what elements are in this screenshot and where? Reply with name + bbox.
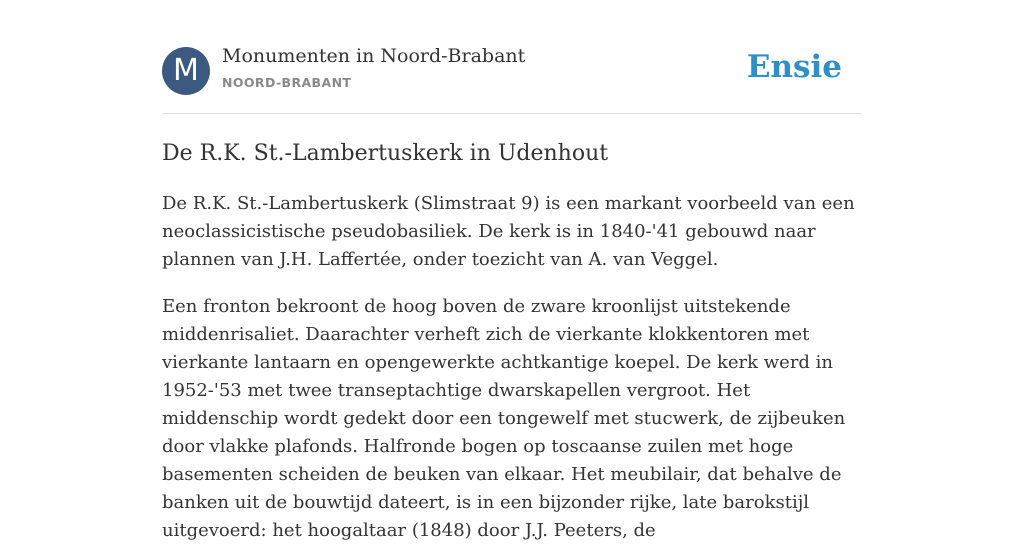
article-title: De R.K. St.-Lambertuskerk in Udenhout bbox=[162, 141, 609, 166]
article-paragraph: De R.K. St.-Lambertuskerk (Slimstraat 9) is een markant voorbeeld van een neoclassicistische pseudobasiliek. De kerk is in 1840-'41 gebouwd naar plannen van J.H. Laffertée, onder toezicht van A. van Veggel. bbox=[162, 193, 855, 270]
article-paragraph: Een fronton bekroont de hoog boven de zware kroonlijst uitstekende middenrisaliet. Daarachter verheft zich de vierkante klokkentoren met vierkante lantaarn en opengewerkte achtkantige koepel. De kerk werd in 1952-'53 met twee transeptachtige dwarskapellen vergroot. Het middenschip wordt gedekt door een tongewelf met stucwerk, de zijbeuken door vlakke plafonds. Halfronde bogen op toscaanse zuilen met hoge basementen scheiden de beuken van elkaar. Het meubilair, dat behalve de banken uit de bouwtijd dateert, is in een bijzonder rijke, late barokstijl uitgevoerd: het hoogaltaar (1848) door J.J. Peeters, de bbox=[162, 296, 846, 541]
source-subtitle[interactable]: NOORD-BRABANT bbox=[222, 75, 352, 90]
ensie-logo[interactable]: Ensie bbox=[746, 49, 842, 85]
avatar[interactable]: M bbox=[162, 47, 210, 95]
source-title-link[interactable]: Monumenten in Noord-Brabant bbox=[222, 45, 526, 67]
header bbox=[162, 0, 862, 114]
content-container bbox=[162, 0, 862, 545]
